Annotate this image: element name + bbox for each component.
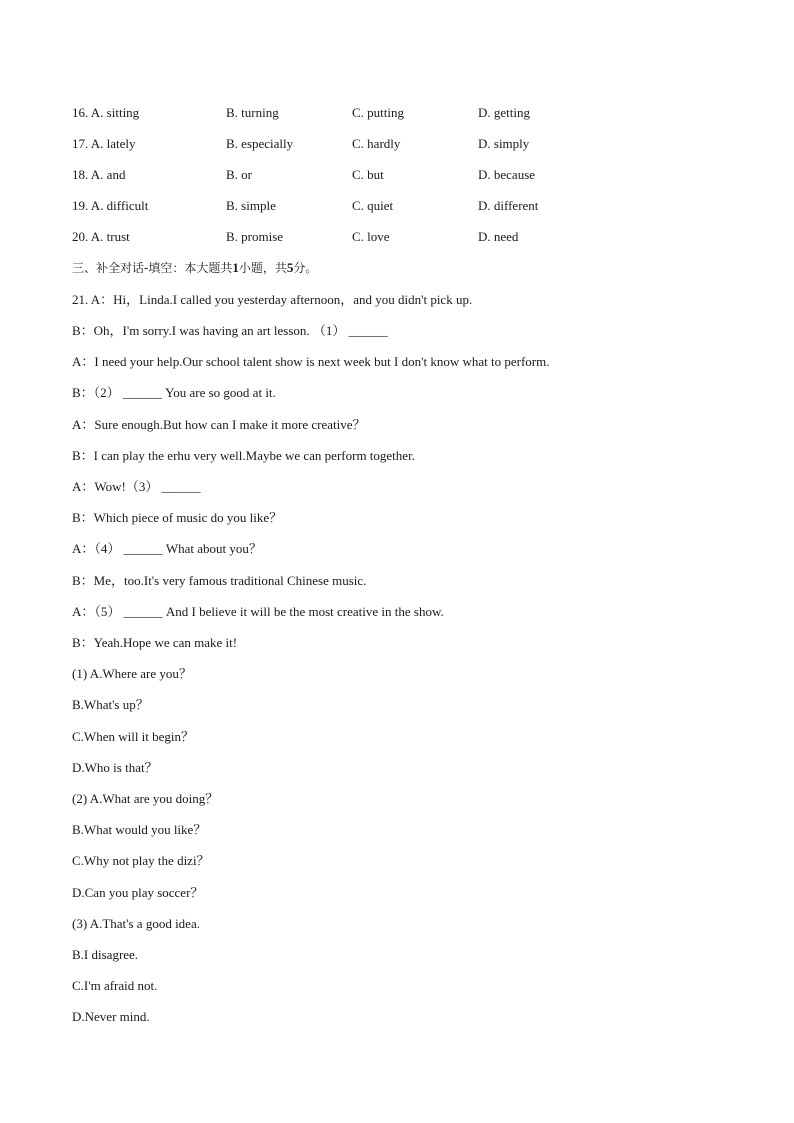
answer-option: D.Who is that？ — [72, 760, 158, 775]
dialogue-line: A：Sure enough.But how can I make it more creative？ — [72, 417, 366, 432]
option-c: C. hardly — [352, 136, 401, 151]
dialogue-line: 21. A：Hi，Linda.I called you yesterday afternoon，and you didn't pick up. — [72, 292, 473, 307]
dialogue-line: B：I can play the erhu very well.Maybe we can perform together. — [72, 448, 415, 463]
answer-option: B.What would you like？ — [72, 822, 207, 837]
option-d: D. because — [478, 167, 536, 182]
answer-option: C.Why not play the dizi？ — [72, 853, 210, 868]
answer-option: B.What's up？ — [72, 697, 149, 712]
dialogue-line: A：（5） ______ And I believe it will be the most creative in the show. — [72, 604, 444, 619]
option-row-17 — [72, 136, 732, 152]
dialogue-line: A：（4） ______ What about you？ — [72, 541, 262, 556]
option-row-16 — [72, 105, 732, 121]
answer-option: (1) A.Where are you？ — [72, 666, 192, 681]
option-a: 17. A. lately — [72, 136, 136, 151]
heading-text: 分。 — [293, 261, 318, 275]
option-c: C. but — [352, 167, 384, 182]
answer-option: C.When will it begin？ — [72, 729, 195, 744]
option-a: 20. A. trust — [72, 229, 130, 244]
answer-option: B.I disagree. — [72, 947, 139, 962]
section-heading — [72, 260, 317, 276]
heading-text: 小题，共 — [238, 261, 287, 275]
option-row-18 — [72, 167, 732, 183]
option-c: C. putting — [352, 105, 405, 120]
option-d: D. simply — [478, 136, 530, 151]
option-b: B. especially — [226, 136, 294, 151]
answer-option: (3) A.That's a good idea. — [72, 916, 200, 931]
dialogue-line: B：Yeah.Hope we can make it! — [72, 635, 238, 650]
dialogue-line: B：Which piece of music do you like？ — [72, 510, 283, 525]
option-b: B. promise — [226, 229, 284, 244]
heading-question-count: 1 — [232, 260, 239, 275]
answer-option: D.Never mind. — [72, 1009, 150, 1024]
option-row-19 — [72, 198, 732, 214]
dialogue-line: B：Me，too.It's very famous traditional Chinese music. — [72, 573, 367, 588]
heading-points: 5 — [286, 260, 294, 275]
dialogue-line: B：Oh，I'm sorry.I was having an art lesson. （1） ______ — [72, 323, 388, 338]
answer-option: C.I'm afraid not. — [72, 978, 158, 993]
option-b: B. or — [226, 167, 252, 182]
answer-option: (2) A.What are you doing？ — [72, 791, 219, 806]
option-a: 19. A. difficult — [72, 198, 149, 213]
option-c: C. quiet — [352, 198, 394, 213]
dialogue-line: A：I need your help.Our school talent show is next week but I don't know what to perform. — [72, 354, 550, 369]
option-b: B. turning — [226, 105, 279, 120]
option-d: D. getting — [478, 105, 530, 120]
option-b: B. simple — [226, 198, 276, 213]
dialogue-line: B：（2） ______ You are so good at it. — [72, 385, 276, 400]
option-d: D. need — [478, 229, 519, 244]
option-a: 16. A. sitting — [72, 105, 140, 120]
answer-option: D.Can you play soccer？ — [72, 885, 204, 900]
option-d: D. different — [478, 198, 539, 213]
option-c: C. love — [352, 229, 390, 244]
option-row-20 — [72, 229, 732, 245]
dialogue-line: A：Wow!（3） ______ — [72, 479, 201, 494]
heading-text: 三、补全对话-填空：本大题共 — [72, 261, 233, 275]
option-a: 18. A. and — [72, 167, 126, 182]
